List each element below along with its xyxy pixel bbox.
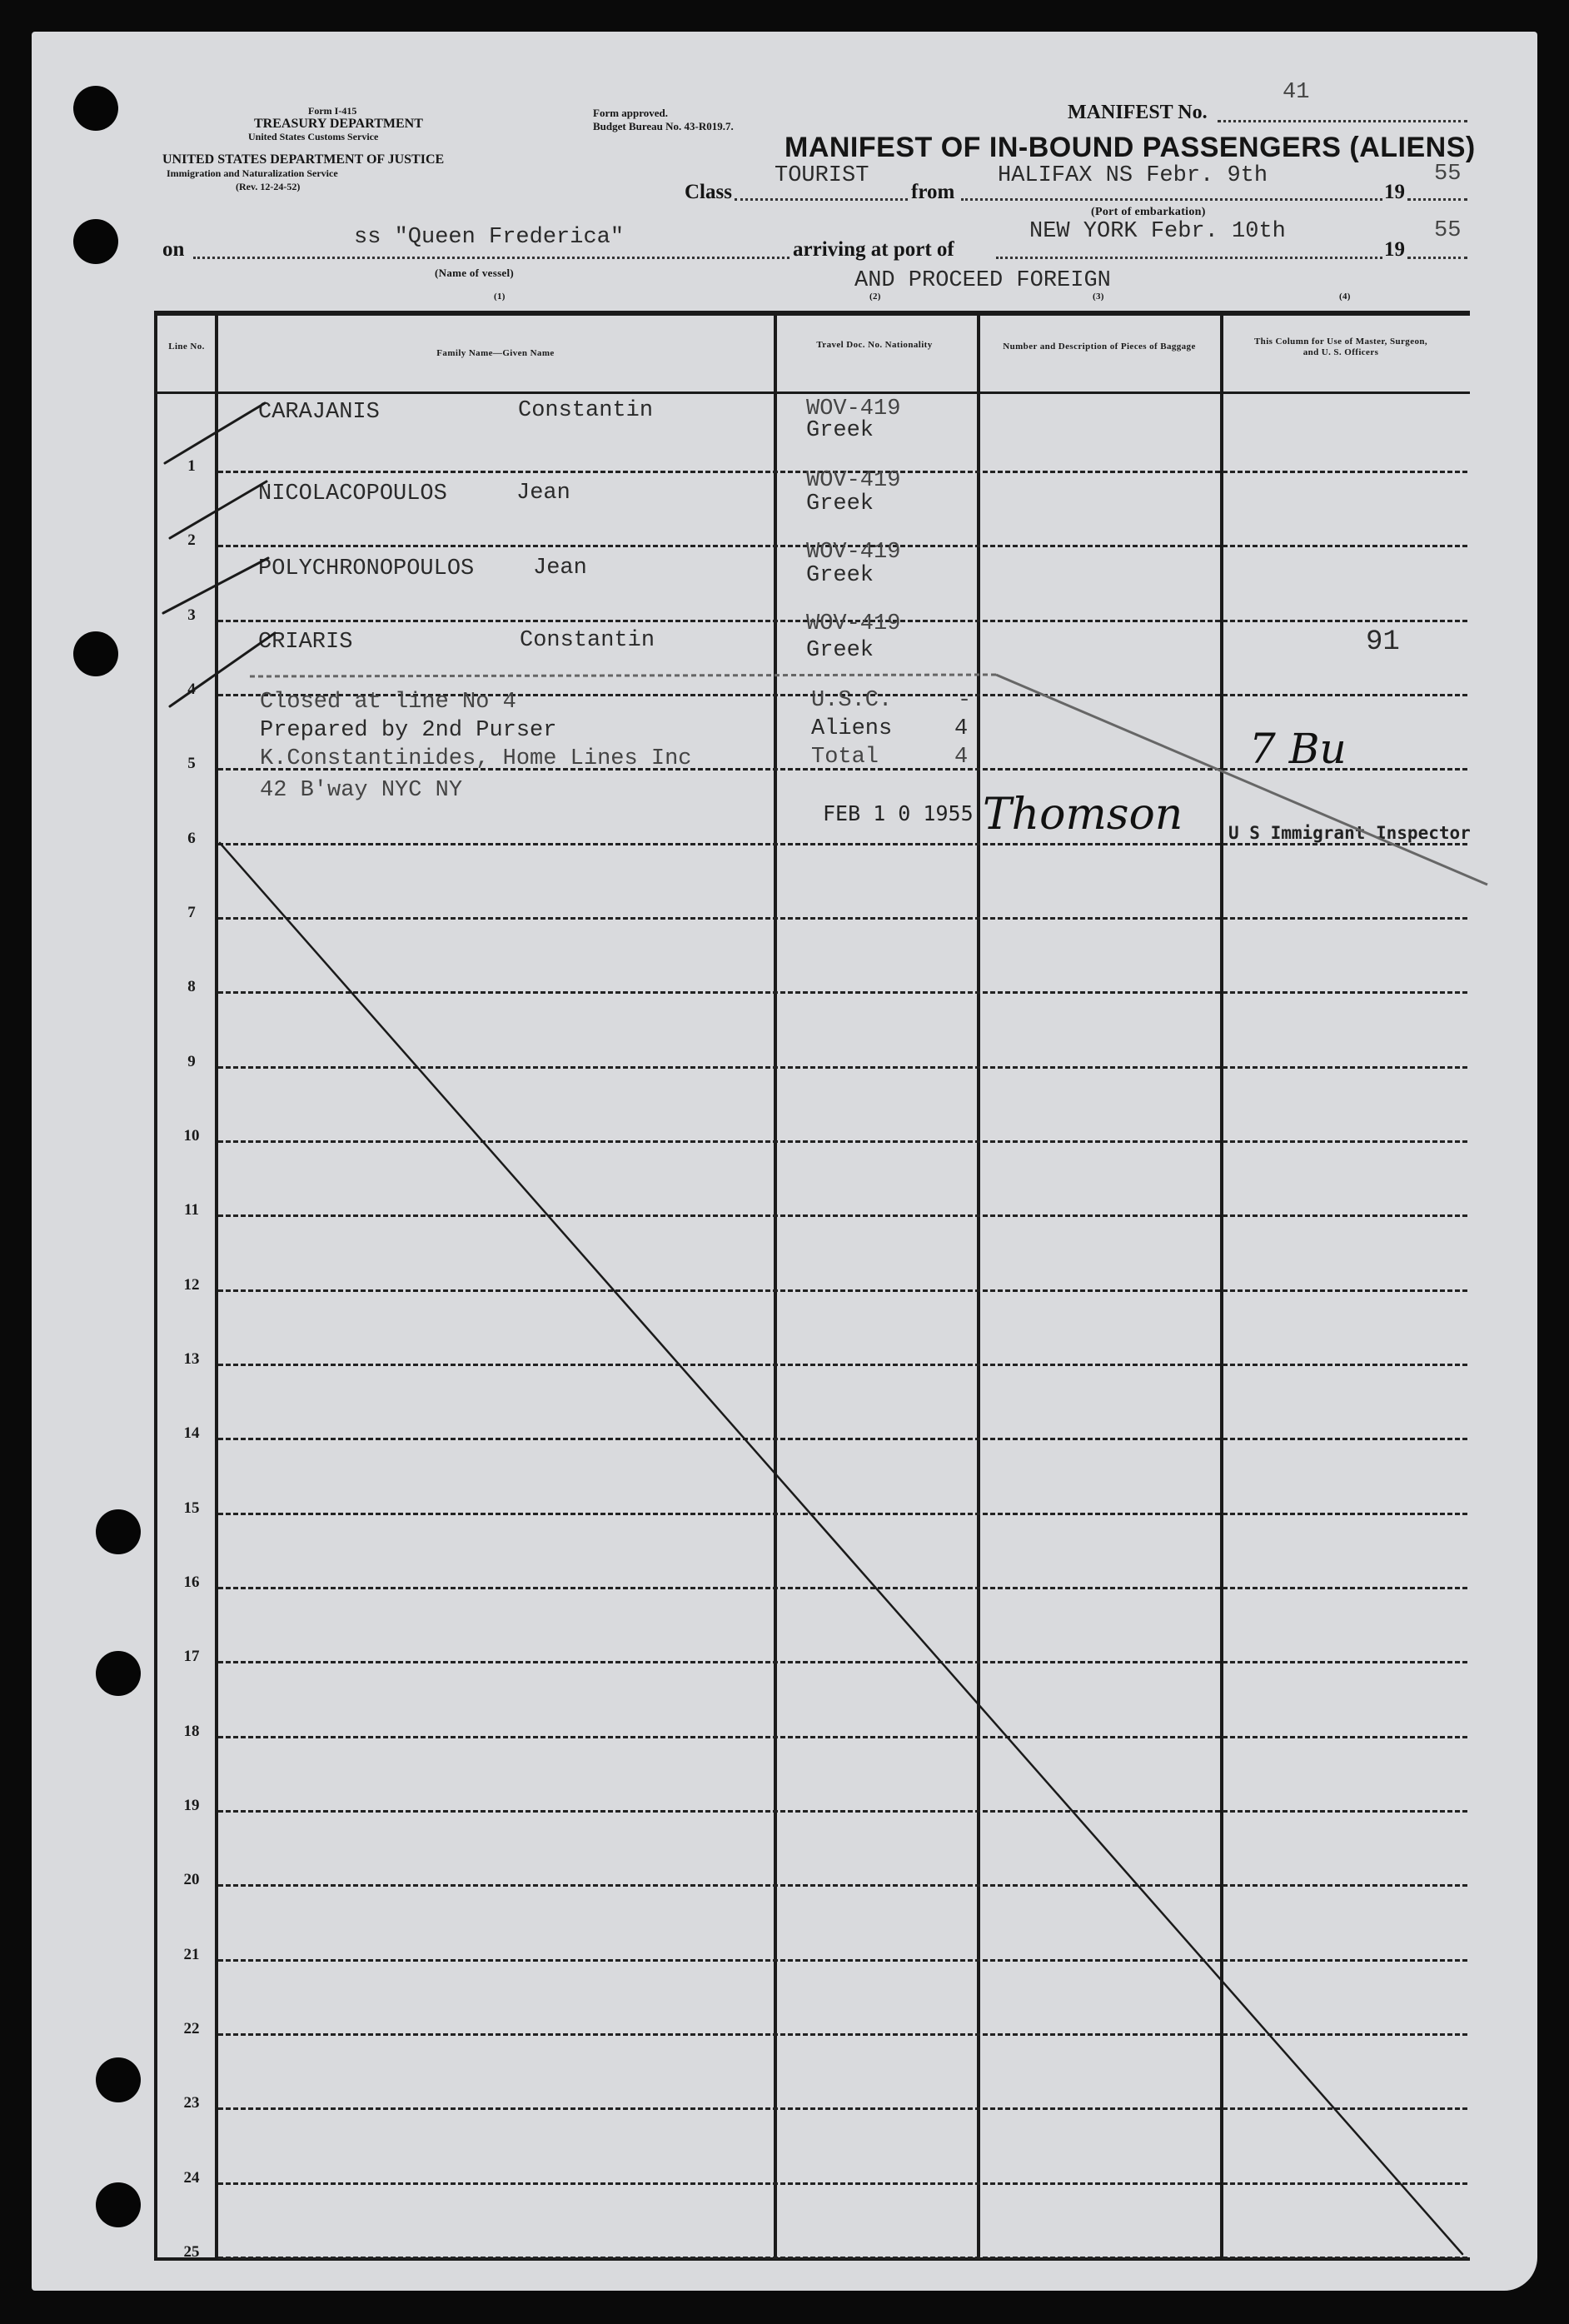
- passenger-3-given: Jean: [533, 556, 587, 581]
- line-number: 1: [187, 457, 196, 475]
- total-label: Total: [811, 745, 879, 770]
- initials: 7 Bu: [1249, 725, 1347, 773]
- col-number-3: (3): [1093, 292, 1104, 302]
- manifest-title: MANIFEST OF IN-BOUND PASSENGERS (ALIENS): [784, 132, 1476, 163]
- closing-line-2: Prepared by 2nd Purser: [260, 718, 557, 743]
- line-number: 14: [183, 1424, 200, 1443]
- usc-value: -: [958, 688, 972, 713]
- arriving-label: arriving at port of: [793, 238, 954, 261]
- void-line: [220, 843, 1462, 2254]
- form-approved: Form approved.: [593, 107, 669, 119]
- line-number: 5: [187, 755, 196, 773]
- line-number: 15: [183, 1499, 200, 1517]
- passenger-3-nationality: Greek: [806, 563, 874, 588]
- year-label-2: 19: [1384, 238, 1405, 261]
- line-number: 9: [187, 1052, 196, 1070]
- passenger-4-doc: WOV-419: [806, 611, 901, 636]
- passenger-4-nationality: Greek: [806, 638, 874, 663]
- line-number: 24: [183, 2168, 200, 2187]
- col-header-line-no: Line No.: [168, 342, 205, 352]
- date-stamp: FEB 1 0 1955: [823, 801, 974, 825]
- inspector-title: U S Immigrant Inspector: [1228, 823, 1471, 843]
- line-number: 2: [187, 531, 196, 550]
- line-number: 13: [183, 1349, 200, 1368]
- line-number: 12: [183, 1275, 200, 1294]
- tick-mark-4: [170, 633, 275, 706]
- passenger-3-doc: WOV-419: [806, 540, 901, 565]
- ins-service: Immigration and Naturalization Service: [167, 167, 338, 179]
- closing-line-4: 42 B'way NYC NY: [260, 778, 463, 803]
- tick-mark-3: [163, 558, 268, 613]
- line-number: 22: [183, 2019, 200, 2037]
- line-number: 18: [183, 1722, 200, 1740]
- line-number: 16: [183, 1573, 200, 1591]
- col-header-officers: This Column for Use of Master, Surgeon, and U. S. Officers: [1253, 337, 1428, 357]
- tick-mark-2: [170, 481, 266, 538]
- year-value-1: 55: [1434, 162, 1462, 187]
- passenger-1-doc: WOV-419: [806, 396, 901, 421]
- line-number: 23: [183, 2094, 200, 2112]
- line-number: 25: [183, 2242, 200, 2261]
- col-number-1: (1): [494, 292, 506, 302]
- passenger-2-nationality: Greek: [806, 491, 874, 516]
- passenger-1-given: Constantin: [518, 398, 654, 423]
- aliens-value: 4: [954, 716, 969, 741]
- col-number-4: (4): [1339, 292, 1351, 302]
- revision: (Rev. 12-24-52): [236, 181, 301, 192]
- faint-diagonal: [996, 675, 1487, 885]
- manifest-no-label: MANIFEST No.: [1068, 102, 1208, 123]
- form-number: Form I-415: [308, 105, 357, 117]
- passenger-2-family: NICOLACOPOULOS: [258, 481, 447, 506]
- port-embarkation-caption: (Port of embarkation): [1091, 206, 1206, 218]
- aliens-label: Aliens: [811, 716, 893, 741]
- closing-line-3: K.Constantinides, Home Lines Inc: [260, 746, 692, 771]
- col-header-name: Family Name—Given Name: [436, 348, 555, 358]
- closing-line-1: Closed at line No 4: [260, 690, 516, 715]
- officer-note: 91: [1366, 626, 1400, 658]
- proceed-foreign: AND PROCEED FOREIGN: [854, 268, 1111, 293]
- passenger-4-given: Constantin: [520, 628, 655, 653]
- passenger-2-given: Jean: [516, 481, 570, 506]
- tick-mark-1: [165, 403, 265, 463]
- line-number: 4: [187, 680, 196, 698]
- from-label: from: [911, 181, 955, 203]
- arriving-value: NEW YORK Febr. 10th: [1029, 219, 1286, 244]
- passenger-1-nationality: Greek: [806, 418, 874, 443]
- line-number: 21: [183, 1945, 200, 1963]
- line-number: 10: [183, 1126, 200, 1145]
- class-value: TOURIST: [775, 163, 869, 188]
- line-number: 20: [183, 1871, 200, 1889]
- inspector-signature: Thomson: [983, 790, 1183, 840]
- line-number: 11: [184, 1201, 199, 1219]
- usc-label: U.S.C.: [811, 688, 893, 713]
- treasury-department: TREASURY DEPARTMENT: [254, 117, 423, 131]
- col-header-travel-doc: Travel Doc. No. Nationality: [816, 340, 933, 350]
- passenger-4-family: CRIARIS: [258, 630, 353, 655]
- vessel-caption: (Name of vessel): [435, 267, 515, 279]
- total-value: 4: [954, 745, 969, 770]
- line-number: 19: [183, 1796, 200, 1814]
- col-header-baggage: Number and Description of Pieces of Baggage: [1003, 342, 1196, 352]
- year-label-1: 19: [1384, 181, 1405, 203]
- line-number: 6: [187, 829, 196, 847]
- class-label: Class: [685, 181, 732, 203]
- line-number: 7: [187, 903, 196, 921]
- manifest-no-value: 41: [1283, 80, 1310, 105]
- from-value: HALIFAX NS Febr. 9th: [998, 163, 1268, 188]
- customs-service: United States Customs Service: [248, 131, 379, 142]
- col-number-2: (2): [869, 292, 881, 302]
- passenger-1-family: CARAJANIS: [258, 400, 380, 425]
- passenger-3-family: POLYCHRONOPOULOS: [258, 556, 475, 581]
- budget-bureau: Budget Bureau No. 43-R019.7.: [593, 120, 734, 132]
- department-of-justice: UNITED STATES DEPARTMENT OF JUSTICE: [162, 152, 445, 167]
- vessel-value: ss "Queen Frederica": [354, 225, 625, 250]
- year-value-2: 55: [1434, 218, 1462, 243]
- line-number: 8: [187, 978, 196, 996]
- line-number: 3: [187, 606, 196, 624]
- on-label: on: [162, 238, 185, 261]
- line-number: 17: [183, 1648, 200, 1666]
- passenger-2-doc: WOV-419: [806, 468, 901, 493]
- faint-rule: [250, 675, 996, 676]
